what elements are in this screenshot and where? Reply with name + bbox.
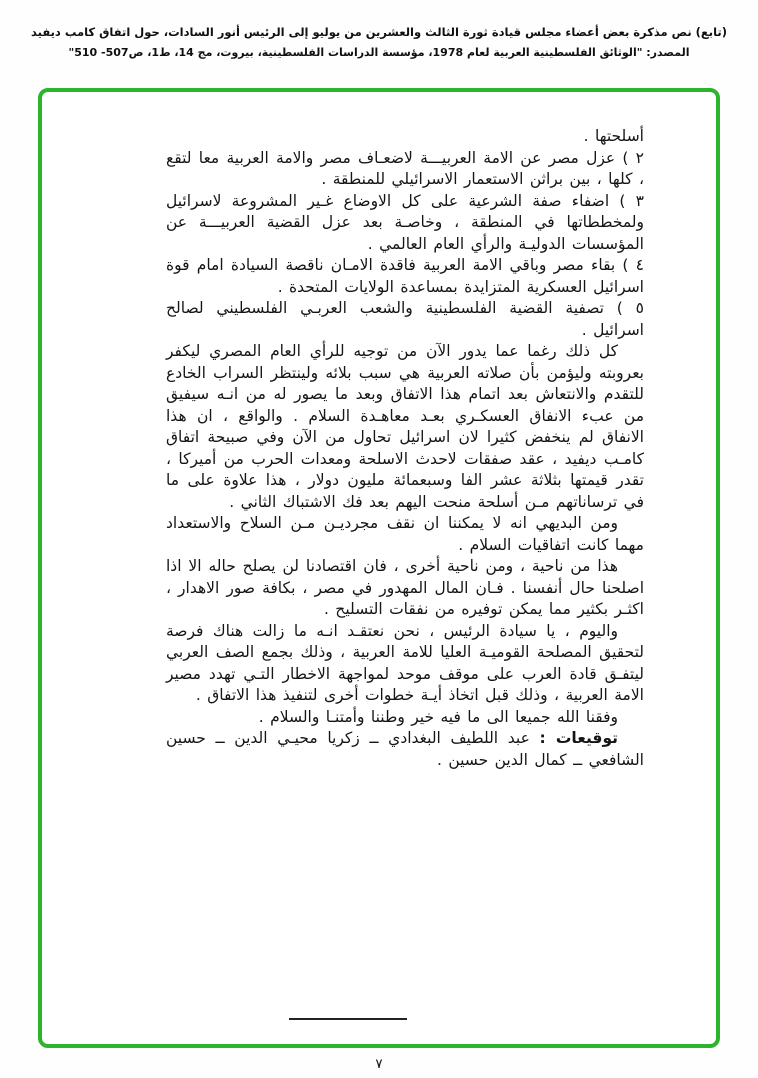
paragraph-prose-1: كل ذلك رغما عما يدور الآن من توجيه للرأي العام المصري ليكفر بعروبته وليؤمن بأن صلاته العربية هي سبب بلائه ولينتظر السراب الخادع للتقدم والانتعاش بعد اتمام هذا الاتفاق وبعد ما يصور له من انـه سيفيق من عبء الانفاق العسكـري بعـد معاهـدة السلام . والواقع ، ان هذا الانفاق لم ينخفض كثيرا لان اسرائيل تحاول من الآن وفي صبيحة اتفاق كامـب ديفيد ، عقد صفقات لاحدث الاسلحة ومعدات الحرب من أميركا ، تقدر قيمتها بثلاثة عشر الفا وسبعمائة مليون دولار ، هذا علاوة على ما في ترساناتهم مـن أسلحة منحت اليهم بعد فك الاشتباك الثاني . xyxy=(166,342,644,511)
end-divider xyxy=(289,1018,407,1020)
header-source: المصدر: "الوثائق الفلسطينية العربية لعام 1978، مؤسسة الدراسات الفلسطينية، بيروت، مج 14، ط1، ص507- 510" xyxy=(68,46,690,59)
paragraph-item-3: ٣ ) اضفاء صفة الشرعية على كل الاوضاع غـير المشروعة لاسرائيل ولمخططاتها في المنطقة ، وخاصـة بعد عزل القضية العربيـــة عن المؤسسات الدوليـة والرأي العام العالمي . xyxy=(166,191,644,253)
document-body xyxy=(42,92,716,771)
page-number: ٧ xyxy=(375,1056,383,1072)
page-header xyxy=(0,0,758,63)
paragraph-item-2: ٢ ) عزل مصر عن الامة العربيـــة لاضعـاف مصر والامة العربية معا لتقع ، كلها ، بين براثن الاستعمار الاسرائيلي للمنطقة . xyxy=(166,148,644,188)
header-title: (تابع) نص مذكرة بعض أعضاء مجلس قيادة ثورة الثالث والعشرين من يوليو إلى الرئيس أنور السادات، حول اتفاق كامب ديفيد xyxy=(30,25,727,39)
paragraph-continuation: أسلحتها . xyxy=(583,127,644,145)
paragraph-item-5: ٥ ) تصفية القضية الفلسطينية والشعب العربـي الفلسطيني لصالح اسرائيل . xyxy=(166,299,644,339)
document-frame xyxy=(38,88,720,1048)
paragraph-item-4: ٤ ) بقاء مصر وباقي الامة العربية فاقدة الامـان ناقصة السيادة امام قوة اسرائيل العسكرية المتزايدة بمساعدة الولايات المتحدة . xyxy=(166,256,644,296)
signatures xyxy=(166,728,644,771)
paragraph-prose-5: وفقنا الله جميعا الى ما فيه خير وطننا وأمتنـا والسلام . xyxy=(258,707,618,726)
paragraph-prose-3: هذا من ناحية ، ومن ناحية أخرى ، فان اقتصادنا لن يصلح حاله الا اذا اصلحنا حال أنفسنا . فـان المال المهدور في مصر ، بكافة صور الاهدار ، اكثـر بكثير مما يمكن توفيره من نفقات التسليح . xyxy=(166,557,644,618)
signatures-label: توقيعات : xyxy=(539,729,618,747)
paragraph-prose-4: واليوم ، يا سيادة الرئيس ، نحن نعتقـد انـه ما زالت هناك فرصة لتحقيق المصلحة القوميـة العليا للامة العربية ، وذلك بجمع الصف العربي ليتفـق قادة العرب على موقف موحد لمواجهة الاخطار التـي تهدد مصير الامة العربية ، وذلك قبل اتخاذ أيـة خطوات أخرى لتنفيذ هذا الاتفاق . xyxy=(166,621,644,704)
signatures-names: عبد اللطيف البغدادي ــ زكريا محيـي الدين ــ حسين الشافعي ــ كمال الدين حسين . xyxy=(166,729,644,769)
paragraph-prose-2: ومن البديهي انه لا يمكننا ان نقف مجرديـن مـن السلاح والاستعداد مهما كانت اتفاقيات السلام . xyxy=(166,514,644,554)
